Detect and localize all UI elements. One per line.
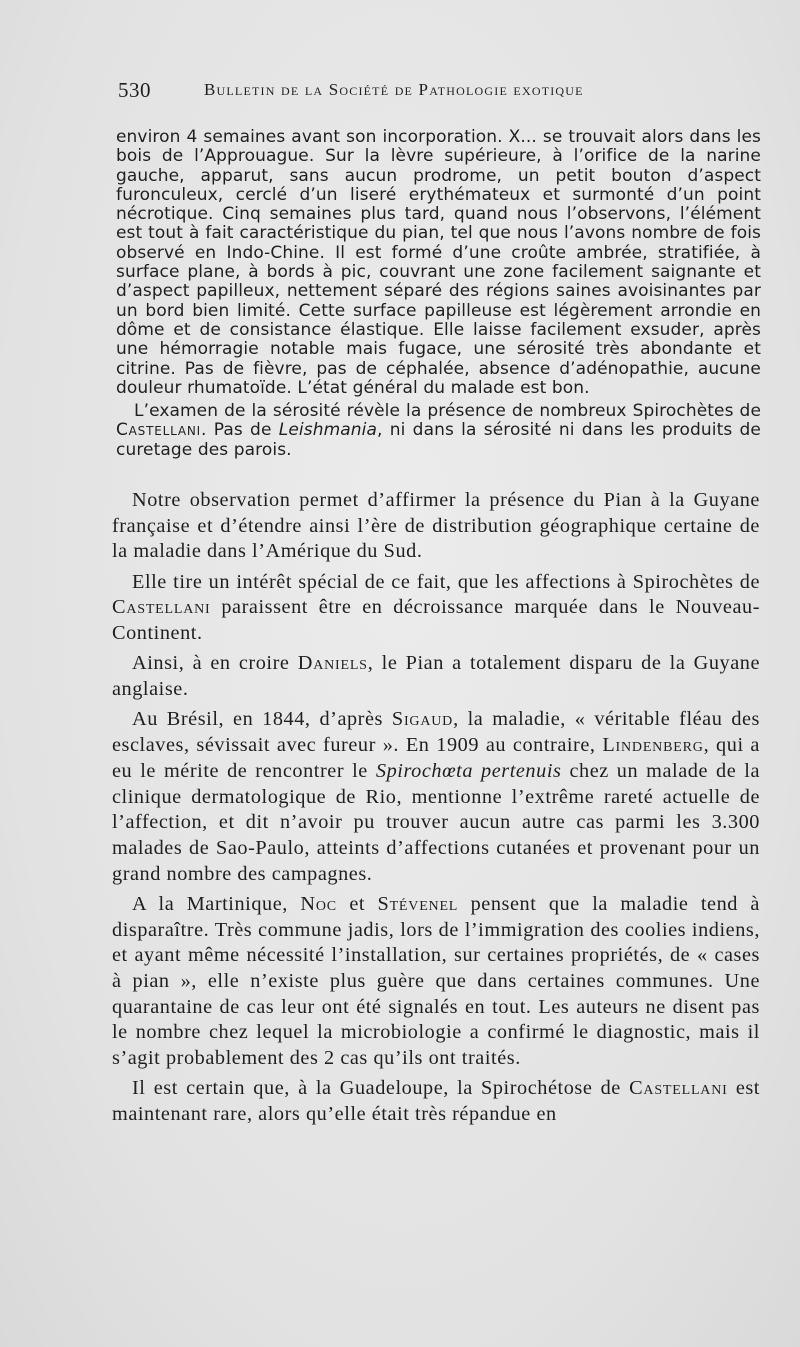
text-run: , ni dans la sérosité ni dans les produits de curetage des parois. <box>116 420 761 460</box>
text-run: . Pas de <box>200 420 272 441</box>
page-header <box>118 78 678 108</box>
text-run: L’examen de la sérosité révèle la présence de nombreux Spirochètes de <box>134 401 761 422</box>
genus-name: Leishmania <box>278 420 377 441</box>
text-run: , le Pian a totalement disparu de la Guyane anglaise. <box>112 652 761 701</box>
author-name: Daniels <box>297 652 368 675</box>
discussion-paragraph-3 <box>112 651 760 702</box>
author-name: Castellani <box>116 420 201 441</box>
author-name: Castellani <box>629 1077 728 1100</box>
text-run: Au Brésil, en 1844, d’après <box>132 708 383 731</box>
text-run: Il est certain que, à la Guadeloupe, la Spirochétose de <box>132 1077 621 1100</box>
discussion-paragraph-1: Notre observation permet d’affirmer la présence du Pian à la Guyane française et d’étendre ainsi l’ère de distribution géographique certaine de la maladie dans l’Amérique du Sud. <box>112 489 760 563</box>
discussion-block <box>112 488 760 1132</box>
case-report-block <box>116 128 761 460</box>
text-run: chez un malade de la clinique dermatologique de Rio, mentionne l’extrême rareté actuelle de l’affection, et dit n’avoir pu trouver aucun autre cas parmi les 3.300 malades de Sao-Paulo, atteints d’affections cutanées et provenant pour un grand nombre des campagnes. <box>112 759 760 885</box>
case-paragraph-2 <box>116 402 761 460</box>
species-name: Spirochœta pertenuis <box>375 759 562 782</box>
text-run: et <box>349 892 366 915</box>
author-name: Stévenel <box>377 892 459 915</box>
author-name: Castellani <box>112 596 211 619</box>
text-run: pensent que la maladie tend à disparaître. Très commune jadis, lors de l’immigration des coolies indiens, et ayant même nécessité l’installation, sur certaines propriétés, de « cases à pian », elle n’existe plus guère que dans certaines communes. Une quarantaine de cas leur ont été signalés en tout. Les auteurs ne disent pas le nombre chez lequel la microbiologie a confirmé le diagnostic, mais il s’agit probablement des 2 cas qu’ils ont traités. <box>112 892 760 1070</box>
discussion-paragraph-4 <box>112 707 760 887</box>
text-run: paraissent être en décroissance marquée dans le Nouveau-Continent. <box>112 596 760 645</box>
author-name: Noc <box>300 892 337 915</box>
page-number: 530 <box>118 78 151 102</box>
discussion-paragraph-6 <box>112 1076 760 1127</box>
author-name: Sigaud <box>391 708 454 731</box>
text-run: Ainsi, à en croire <box>132 652 290 675</box>
text-run: A la Martinique, <box>132 892 288 915</box>
text-run: Elle tire un intérêt spécial de ce fait, que les affections à Spirochètes de <box>132 570 760 593</box>
discussion-paragraph-2 <box>112 570 760 647</box>
text-run: , qui a eu le mérite de rencontrer le <box>112 734 760 782</box>
case-paragraph-1: environ 4 semaines avant son incorporation. X... se trouvait alors dans les bois de l’Approuague. Sur la lèvre supérieure, à l’orifice de la narine gauche, apparut, sans aucun prodrome, un petit bouton d’aspect furonculeux, cerclé d’un liseré erythémateux et surmonté d’un point nécrotique. Cinq semaines plus tard, quand nous l’observons, l’élément est tout à fait caractéristique du pian, tel que nous l’avons nombre de fois observé en Indo-Chine. Il est formé d’une croûte ambrée, stratifiée, à surface plane, à bords à pic, couvrant une zone facilement saignante et d’aspect papilleux, nettement séparé des régions saines avoisinantes par un bord bien limité. Cette surface papilleuse est légèrement arrondie en dôme et de consistance élastique. Elle laisse facilement exsuder, après une hémorragie notable mais fugace, une sérosité très abondante et citrine. Pas de fièvre, pas de céphalée, absence d’adénopathie, aucune douleur rhumatoïde. L’état général du malade est bon. <box>116 127 761 398</box>
discussion-paragraph-5 <box>112 892 760 1072</box>
text-run: est maintenant rare, alors qu’elle était très répandue en <box>112 1077 760 1126</box>
text-run: , la maladie, « véritable fléau des esclaves, sévissait avec fureur ». En 1909 au contraire, <box>112 708 760 757</box>
running-title: Bulletin de la Société de Pathologie exotique <box>204 80 584 99</box>
author-name: Lindenberg <box>602 734 704 757</box>
